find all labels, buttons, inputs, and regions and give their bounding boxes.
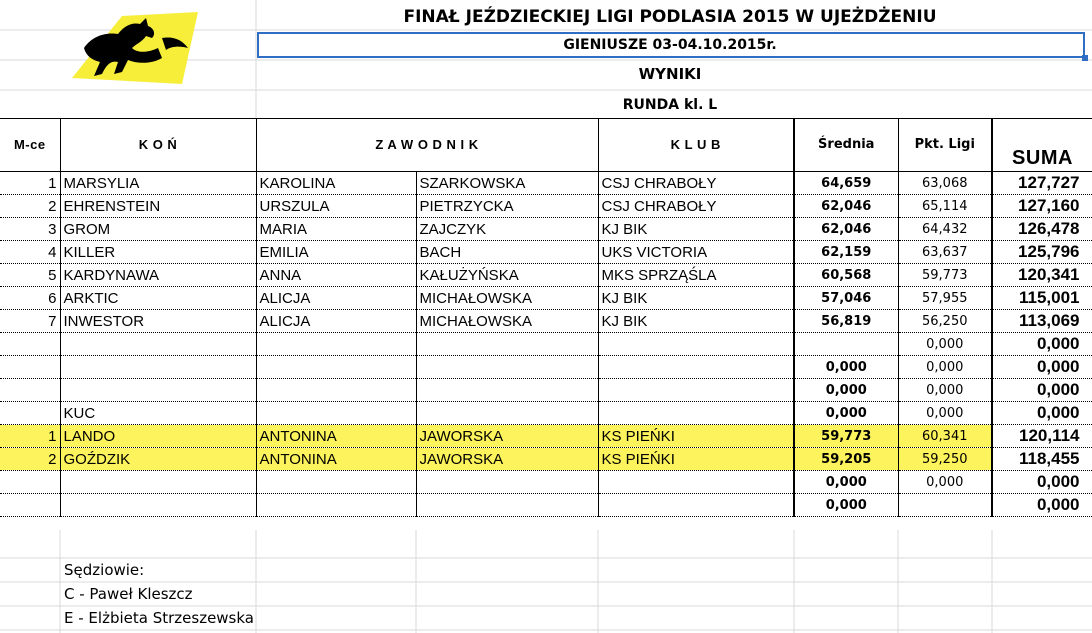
average-cell[interactable]: 56,819 — [794, 310, 898, 333]
club-cell[interactable] — [598, 471, 794, 494]
table-header-row — [0, 119, 1092, 172]
average-cell[interactable]: 0,000 — [794, 356, 898, 379]
average-cell[interactable]: 62,046 — [794, 195, 898, 218]
horse-cell[interactable]: EHRENSTEIN — [60, 195, 256, 218]
last-name-cell[interactable]: ZAJCZYK — [416, 218, 598, 241]
last-name-cell[interactable] — [416, 494, 598, 517]
judge-c[interactable]: C - Paweł Kleszcz — [64, 585, 193, 603]
table-row — [0, 379, 1092, 402]
place-cell[interactable]: 2 — [0, 448, 60, 471]
league-points-cell[interactable]: 59,250 — [898, 448, 992, 471]
average-cell[interactable]: 0,000 — [794, 402, 898, 425]
total-cell[interactable]: 118,455 — [992, 448, 1092, 471]
horse-cell[interactable] — [60, 379, 256, 402]
results-label: WYNIKI — [638, 65, 702, 83]
table-row — [0, 241, 1092, 264]
club-cell[interactable] — [598, 356, 794, 379]
horse-cell[interactable]: KUC — [60, 402, 256, 425]
club-cell[interactable]: KJ BIK — [598, 218, 794, 241]
league-points-cell[interactable]: 65,114 — [898, 195, 992, 218]
round-label: RUNDA kl. L — [622, 97, 718, 113]
first-name-cell[interactable]: ALICJA — [256, 310, 416, 333]
place-cell[interactable] — [0, 356, 60, 379]
average-cell[interactable]: 64,659 — [794, 172, 898, 195]
last-name-cell[interactable] — [416, 379, 598, 402]
average-cell[interactable] — [794, 333, 898, 356]
club-cell[interactable] — [598, 379, 794, 402]
table-row — [0, 310, 1092, 333]
horse-cell[interactable]: GROM — [60, 218, 256, 241]
last-name-cell[interactable]: SZARKOWSKA — [416, 172, 598, 195]
first-name-cell[interactable]: URSZULA — [256, 195, 416, 218]
total-cell[interactable]: 0,000 — [992, 402, 1092, 425]
col-header-horse[interactable]: K O Ń — [60, 119, 256, 172]
horse-cell[interactable]: GOŹDZIK — [60, 448, 256, 471]
col-header-club[interactable]: K L U B — [598, 119, 794, 172]
first-name-cell[interactable]: EMILIA — [256, 241, 416, 264]
horse-cell[interactable] — [60, 471, 256, 494]
results-table — [0, 118, 1092, 517]
last-name-cell[interactable] — [416, 402, 598, 425]
first-name-cell[interactable]: ANNA — [256, 264, 416, 287]
league-points-cell[interactable]: 63,068 — [898, 172, 992, 195]
judges-section — [64, 558, 254, 630]
first-name-cell[interactable] — [256, 333, 416, 356]
league-points-cell[interactable]: 63,637 — [898, 241, 992, 264]
place-cell[interactable] — [0, 471, 60, 494]
event-subtitle[interactable]: GIENIUSZE 03-04.10.2015r. — [563, 37, 777, 53]
total-cell[interactable]: 126,478 — [992, 218, 1092, 241]
place-cell[interactable]: 3 — [0, 218, 60, 241]
table-row — [0, 448, 1092, 471]
horse-cell[interactable] — [60, 494, 256, 517]
total-cell[interactable]: 0,000 — [992, 471, 1092, 494]
place-cell[interactable] — [0, 494, 60, 517]
average-cell[interactable]: 57,046 — [794, 287, 898, 310]
first-name-cell[interactable]: ANTONINA — [256, 448, 416, 471]
total-cell[interactable]: 125,796 — [992, 241, 1092, 264]
total-cell[interactable]: 115,001 — [992, 287, 1092, 310]
league-points-cell[interactable]: 0,000 — [898, 402, 992, 425]
league-points-cell[interactable] — [898, 494, 992, 517]
table-row — [0, 172, 1092, 195]
first-name-cell[interactable] — [256, 356, 416, 379]
table-row — [0, 195, 1092, 218]
league-points-cell[interactable]: 64,432 — [898, 218, 992, 241]
club-cell[interactable] — [598, 494, 794, 517]
total-cell[interactable]: 113,069 — [992, 310, 1092, 333]
club-cell[interactable]: KS PIEŃKI — [598, 448, 794, 471]
last-name-cell[interactable]: KAŁUŻYŃSKA — [416, 264, 598, 287]
club-cell[interactable]: CSJ CHRABOŁY — [598, 195, 794, 218]
place-cell[interactable] — [0, 333, 60, 356]
last-name-cell[interactable]: JAWORSKA — [416, 425, 598, 448]
place-cell[interactable] — [0, 379, 60, 402]
total-cell[interactable]: 0,000 — [992, 356, 1092, 379]
horse-cell[interactable]: KILLER — [60, 241, 256, 264]
league-points-cell[interactable]: 60,341 — [898, 425, 992, 448]
place-cell[interactable]: 7 — [0, 310, 60, 333]
place-cell[interactable]: 2 — [0, 195, 60, 218]
place-cell[interactable]: 1 — [0, 425, 60, 448]
col-header-average[interactable]: Średnia — [794, 119, 898, 172]
league-points-cell[interactable]: 0,000 — [898, 379, 992, 402]
total-cell[interactable]: 0,000 — [992, 379, 1092, 402]
horse-logo-icon — [62, 8, 198, 84]
total-cell[interactable]: 120,114 — [992, 425, 1092, 448]
horse-cell[interactable] — [60, 333, 256, 356]
league-points-cell[interactable]: 59,773 — [898, 264, 992, 287]
horse-cell[interactable]: INWESTOR — [60, 310, 256, 333]
average-cell[interactable]: 0,000 — [794, 494, 898, 517]
league-points-cell[interactable]: 0,000 — [898, 333, 992, 356]
last-name-cell[interactable]: PIETRZYCKA — [416, 195, 598, 218]
place-cell[interactable]: 5 — [0, 264, 60, 287]
place-cell[interactable]: 1 — [0, 172, 60, 195]
league-points-cell[interactable]: 56,250 — [898, 310, 992, 333]
club-cell[interactable]: UKS VICTORIA — [598, 241, 794, 264]
horse-cell[interactable]: LANDO — [60, 425, 256, 448]
table-row — [0, 333, 1092, 356]
place-cell[interactable]: 6 — [0, 287, 60, 310]
last-name-cell[interactable]: MICHAŁOWSKA — [416, 287, 598, 310]
club-cell[interactable] — [598, 402, 794, 425]
total-cell[interactable]: 127,160 — [992, 195, 1092, 218]
total-cell[interactable]: 120,341 — [992, 264, 1092, 287]
league-points-cell[interactable]: 0,000 — [898, 471, 992, 494]
last-name-cell[interactable] — [416, 356, 598, 379]
sheet-title: FINAŁ JEŹDZIECKIEJ LIGI PODLASIA 2015 W UJEŻDŻENIU — [403, 7, 937, 27]
league-points-cell[interactable]: 0,000 — [898, 356, 992, 379]
average-cell[interactable]: 62,159 — [794, 241, 898, 264]
horse-cell[interactable]: ARKTIC — [60, 287, 256, 310]
club-cell[interactable]: KS PIEŃKI — [598, 425, 794, 448]
col-header-place[interactable]: M-ce — [0, 119, 60, 172]
first-name-cell[interactable]: ALICJA — [256, 287, 416, 310]
col-header-total[interactable]: SUMA — [992, 119, 1092, 172]
last-name-cell[interactable]: JAWORSKA — [416, 448, 598, 471]
total-cell[interactable]: 0,000 — [992, 494, 1092, 517]
horse-cell[interactable] — [60, 356, 256, 379]
total-cell[interactable]: 0,000 — [992, 333, 1092, 356]
first-name-cell[interactable] — [256, 379, 416, 402]
club-cell[interactable]: CSJ CHRABOŁY — [598, 172, 794, 195]
average-cell[interactable]: 0,000 — [794, 471, 898, 494]
table-row — [0, 402, 1092, 425]
place-cell[interactable]: 4 — [0, 241, 60, 264]
average-cell[interactable]: 62,046 — [794, 218, 898, 241]
table-row — [0, 264, 1092, 287]
col-header-rider[interactable]: Z A W O D N I K — [256, 119, 598, 172]
last-name-cell[interactable] — [416, 333, 598, 356]
last-name-cell[interactable]: BACH — [416, 241, 598, 264]
judges-heading[interactable]: Sędziowie: — [64, 561, 145, 579]
col-header-league-points[interactable]: Pkt. Ligi — [898, 119, 992, 172]
place-cell[interactable] — [0, 402, 60, 425]
last-name-cell[interactable] — [416, 471, 598, 494]
table-row — [0, 287, 1092, 310]
table-row — [0, 494, 1092, 517]
club-cell[interactable]: KJ BIK — [598, 287, 794, 310]
table-row — [0, 425, 1092, 448]
average-cell[interactable]: 59,773 — [794, 425, 898, 448]
first-name-cell[interactable]: KAROLINA — [256, 172, 416, 195]
average-cell[interactable]: 59,205 — [794, 448, 898, 471]
table-row — [0, 218, 1092, 241]
average-cell[interactable]: 60,568 — [794, 264, 898, 287]
first-name-cell[interactable] — [256, 494, 416, 517]
first-name-cell[interactable] — [256, 471, 416, 494]
club-cell[interactable]: KJ BIK — [598, 310, 794, 333]
club-cell[interactable]: MKS SPRZĄŚLA — [598, 264, 794, 287]
table-row — [0, 356, 1092, 379]
horse-cell[interactable]: KARDYNAWA — [60, 264, 256, 287]
total-cell[interactable]: 127,727 — [992, 172, 1092, 195]
first-name-cell[interactable]: ANTONINA — [256, 425, 416, 448]
horse-cell[interactable]: MARSYLIA — [60, 172, 256, 195]
table-row — [0, 471, 1092, 494]
last-name-cell[interactable]: MICHAŁOWSKA — [416, 310, 598, 333]
club-cell[interactable] — [598, 333, 794, 356]
average-cell[interactable]: 0,000 — [794, 379, 898, 402]
first-name-cell[interactable] — [256, 402, 416, 425]
league-points-cell[interactable]: 57,955 — [898, 287, 992, 310]
first-name-cell[interactable]: MARIA — [256, 218, 416, 241]
judge-e[interactable]: E - Elżbieta Strzeszewska — [64, 609, 254, 627]
